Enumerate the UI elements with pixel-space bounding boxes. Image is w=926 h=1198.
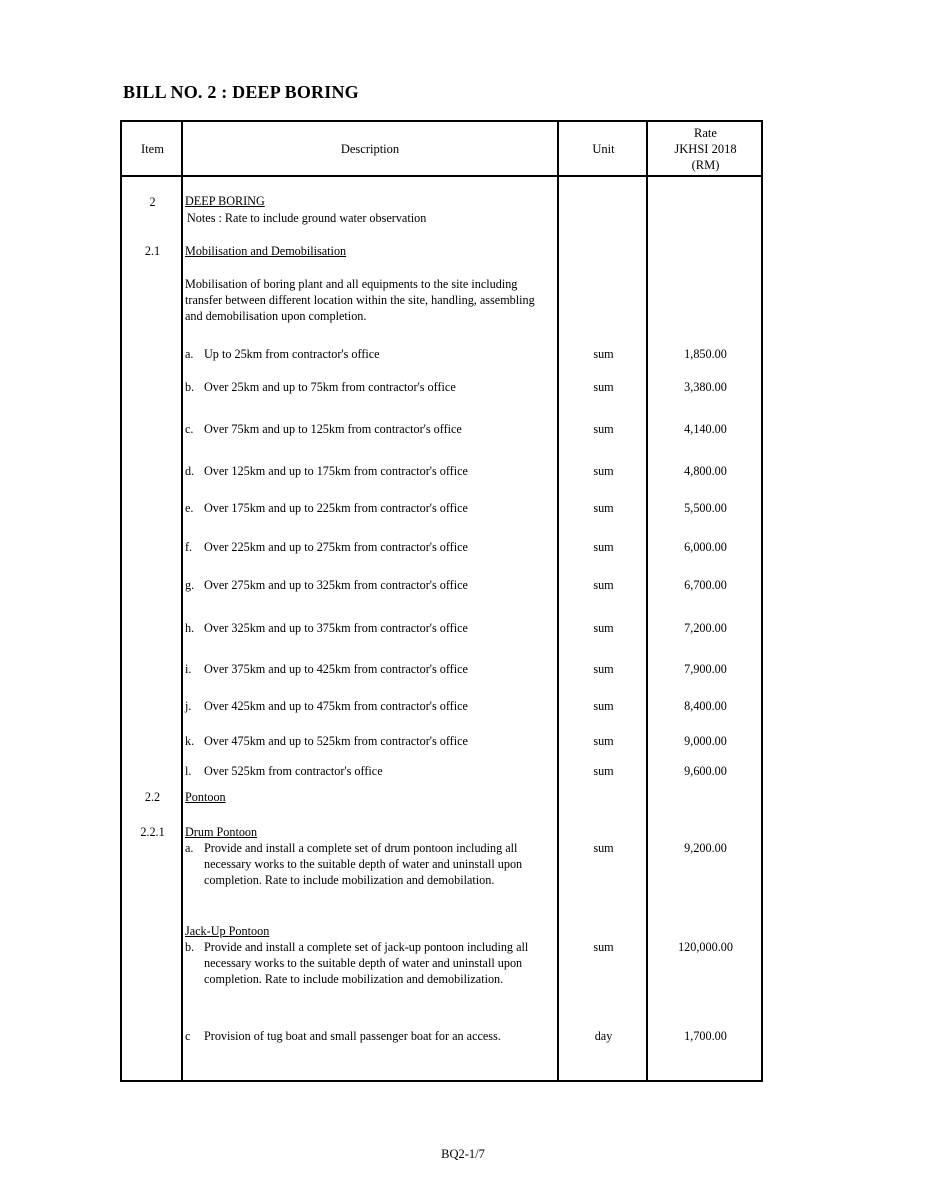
header-rate-source: JKHSI 2018: [674, 142, 737, 156]
row-letter: g.: [185, 578, 195, 592]
item-number: 2.2: [144, 790, 161, 804]
header-unit: Unit: [592, 142, 615, 156]
jackup-pontoon-title: Jack-Up Pontoon: [185, 924, 270, 938]
column-divider: [181, 122, 183, 1080]
row-description: Over 475km and up to 525km from contractor's office: [204, 734, 468, 748]
header-description: Description: [340, 142, 400, 156]
row-unit: sum: [593, 422, 614, 436]
description-line: Mobilisation of boring plant and all equipments to the site including: [185, 277, 518, 291]
row-letter: d.: [185, 464, 195, 478]
row-description: Over 125km and up to 175km from contractor's office: [204, 464, 468, 478]
row-letter: b.: [185, 380, 195, 394]
row-rate: 120,000.00: [678, 940, 733, 954]
row-rate: 7,200.00: [684, 621, 727, 635]
row-letter: c: [185, 1029, 191, 1043]
drum-pontoon-title: Drum Pontoon: [185, 825, 258, 839]
bill-title: BILL NO. 2 : DEEP BORING: [123, 82, 359, 102]
row-unit: sum: [593, 940, 614, 954]
row-letter: a.: [185, 841, 194, 855]
row-unit: sum: [593, 841, 614, 855]
row-description: Over 375km and up to 425km from contractor's office: [204, 662, 468, 676]
row-rate: 1,850.00: [684, 347, 727, 361]
row-description: Over 25km and up to 75km from contractor's office: [204, 380, 456, 394]
row-description: Up to 25km from contractor's office: [204, 347, 380, 361]
item-number: 2.2.1: [140, 825, 165, 839]
row-rate: 8,400.00: [684, 699, 727, 713]
row-rate: 6,000.00: [684, 540, 727, 554]
header-item: Item: [141, 142, 164, 156]
row-letter: k.: [185, 734, 195, 748]
row-unit: sum: [593, 540, 614, 554]
row-rate: 5,500.00: [684, 501, 727, 515]
row-description: necessary works to the suitable depth of water and uninstall upon: [204, 857, 523, 871]
row-unit: sum: [593, 734, 614, 748]
description-line: and demobilisation upon completion.: [185, 309, 367, 323]
header-rate: Rate: [694, 126, 717, 140]
column-divider: [646, 122, 648, 1080]
bill-table: [120, 120, 763, 1082]
row-rate: 9,000.00: [684, 734, 727, 748]
page-number: BQ2-1/7: [441, 1147, 485, 1161]
column-divider: [557, 122, 559, 1080]
header-divider: [122, 175, 761, 177]
item-number: 2: [149, 195, 156, 209]
row-rate: 4,800.00: [684, 464, 727, 478]
row-description: Provide and install a complete set of drum pontoon including all: [204, 841, 518, 855]
row-rate: 4,140.00: [684, 422, 727, 436]
row-rate: 3,380.00: [684, 380, 727, 394]
row-description: Over 275km and up to 325km from contractor's office: [204, 578, 468, 592]
row-unit: sum: [593, 621, 614, 635]
row-description: Over 325km and up to 375km from contractor's office: [204, 621, 468, 635]
row-letter: i.: [185, 662, 192, 676]
row-description: Provide and install a complete set of jack-up pontoon including all: [204, 940, 529, 954]
row-description: Over 425km and up to 475km from contractor's office: [204, 699, 468, 713]
row-letter: j.: [185, 699, 192, 713]
subsection-title: Pontoon: [185, 790, 226, 804]
row-letter: f.: [185, 540, 193, 554]
row-description: Provision of tug boat and small passenger boat for an access.: [204, 1029, 501, 1043]
row-unit: day: [594, 1029, 613, 1043]
row-description: Over 225km and up to 275km from contractor's office: [204, 540, 468, 554]
header-rate-currency: (RM): [691, 158, 720, 172]
row-unit: sum: [593, 347, 614, 361]
row-unit: sum: [593, 699, 614, 713]
row-letter: a.: [185, 347, 194, 361]
row-rate: 1,700.00: [684, 1029, 727, 1043]
row-description: Over 75km and up to 125km from contractor's office: [204, 422, 462, 436]
row-unit: sum: [593, 764, 614, 778]
row-letter: e.: [185, 501, 194, 515]
row-rate: 9,600.00: [684, 764, 727, 778]
row-unit: sum: [593, 380, 614, 394]
row-description: Over 525km from contractor's office: [204, 764, 383, 778]
item-number: 2.1: [144, 244, 161, 258]
row-rate: 9,200.00: [684, 841, 727, 855]
row-rate: 6,700.00: [684, 578, 727, 592]
row-rate: 7,900.00: [684, 662, 727, 676]
section-title: DEEP BORING: [185, 194, 265, 208]
row-letter: l.: [185, 764, 192, 778]
row-letter: h.: [185, 621, 195, 635]
description-line: transfer between different location within the site, handling, assembling: [185, 293, 535, 307]
row-description: completion. Rate to include mobilization and demobilation.: [204, 873, 495, 887]
row-letter: c.: [185, 422, 194, 436]
row-unit: sum: [593, 464, 614, 478]
row-unit: sum: [593, 501, 614, 515]
row-unit: sum: [593, 662, 614, 676]
row-description: necessary works to the suitable depth of water and uninstall upon: [204, 956, 523, 970]
section-notes: Notes : Rate to include ground water observation: [187, 211, 427, 225]
row-description: Over 175km and up to 225km from contractor's office: [204, 501, 468, 515]
row-unit: sum: [593, 578, 614, 592]
subsection-title: Mobilisation and Demobilisation: [185, 244, 347, 258]
row-letter: b.: [185, 940, 195, 954]
row-description: completion. Rate to include mobilization and demobilization.: [204, 972, 504, 986]
